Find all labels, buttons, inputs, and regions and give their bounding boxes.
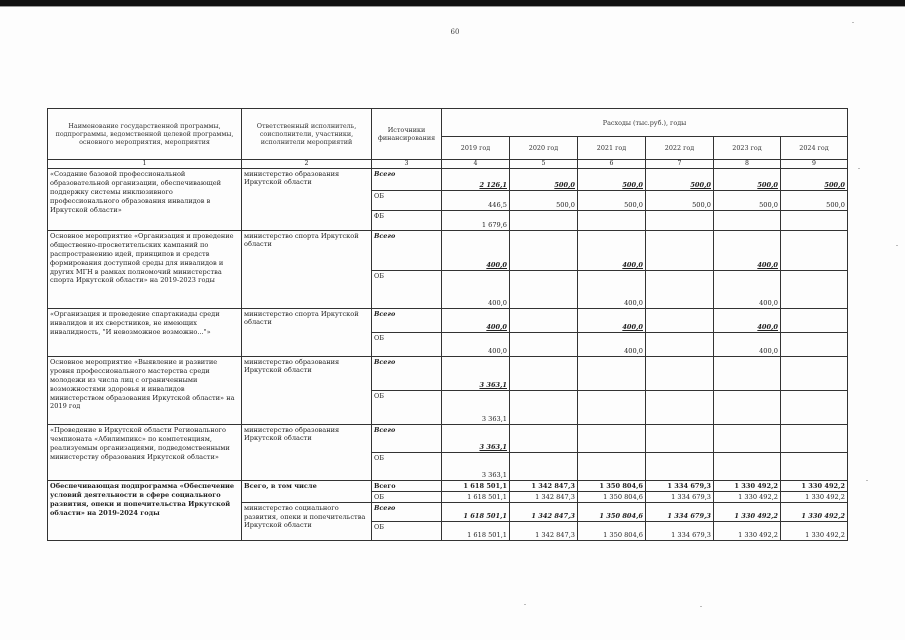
amount-cell — [646, 231, 714, 271]
amount-cell — [781, 309, 848, 333]
amount-cell: 500,0 — [781, 169, 848, 191]
executor: министерство спорта Иркутской области — [242, 231, 372, 309]
table-row — [48, 169, 848, 191]
amount-cell: 3 363,1 — [442, 425, 510, 453]
page-number: 60 — [450, 28, 460, 36]
amount-cell — [510, 231, 578, 271]
amount-cell: 2 126,1 — [442, 169, 510, 191]
header-program: Наименование государственной программы, подпрограммы, ведомственной целевой программы, основного мероприятия, мероприятия — [48, 109, 242, 160]
amount-cell — [510, 453, 578, 481]
executor: министерство спорта Иркутской области — [242, 309, 372, 357]
executor: министерство образования Иркутской области — [242, 169, 372, 231]
source-name: ОБ — [372, 492, 442, 503]
budget-table — [47, 108, 848, 541]
amount-cell: 400,0 — [578, 231, 646, 271]
amount-cell — [510, 271, 578, 309]
amount-cell: 1 350 804,6 — [578, 492, 646, 503]
amount-cell: 1 618 501,1 — [442, 522, 510, 541]
amount-cell: 1 330 492,2 — [781, 481, 848, 492]
source-name: ОБ — [372, 391, 442, 425]
amount-cell: 1 342 847,3 — [510, 503, 578, 522]
amount-cell — [578, 211, 646, 231]
scan-speck — [700, 606, 702, 607]
program-title: Обеспечивающая подпрограмма «Обеспечение условий деятельности в сфере социального развития, опеки и попечительства Иркутской области» на 2019-2024 годы — [48, 481, 242, 541]
program-title: Основное мероприятие «Выявление и развитие уровня профессионального мастерства среди молодежи из числа лиц с ограниченными возможностями здоровья и инвалидов министерством образования Иркутской области» на 2019 год — [48, 357, 242, 425]
amount-cell: 1 330 492,2 — [714, 522, 781, 541]
amount-cell — [646, 271, 714, 309]
source-name: Всего — [372, 503, 442, 522]
source-name: ОБ — [372, 333, 442, 357]
amount-cell: 1 350 804,6 — [578, 522, 646, 541]
header-year: 2019 год — [442, 137, 510, 160]
amount-cell: 500,0 — [781, 191, 848, 211]
source-name: Всего — [372, 169, 442, 191]
amount-cell: 1 350 804,6 — [578, 481, 646, 492]
amount-cell — [510, 211, 578, 231]
scan-speck — [866, 480, 868, 481]
header-year: 2020 год — [510, 137, 578, 160]
amount-cell — [781, 391, 848, 425]
table-row — [48, 309, 848, 333]
column-number: 5 — [510, 160, 578, 169]
source-name: Всего — [372, 231, 442, 271]
amount-cell — [510, 357, 578, 391]
scan-speck — [852, 22, 854, 23]
amount-cell: 1 334 679,3 — [646, 522, 714, 541]
column-number: 6 — [578, 160, 646, 169]
source-name: ОБ — [372, 522, 442, 541]
header-year: 2022 год — [646, 137, 714, 160]
amount-cell — [714, 453, 781, 481]
amount-cell: 1 334 679,3 — [646, 503, 714, 522]
executor-total: Всего, в том числе — [242, 481, 372, 503]
amount-cell: 400,0 — [442, 309, 510, 333]
amount-cell: 3 363,1 — [442, 391, 510, 425]
header-year: 2024 год — [781, 137, 848, 160]
column-number: 9 — [781, 160, 848, 169]
amount-cell — [781, 453, 848, 481]
scan-speck — [896, 245, 898, 246]
scan-line — [0, 6, 905, 7]
amount-cell: 400,0 — [714, 231, 781, 271]
amount-cell: 1 618 501,1 — [442, 492, 510, 503]
source-name: ОБ — [372, 453, 442, 481]
table-row — [48, 357, 848, 391]
scan-speck — [524, 604, 526, 605]
amount-cell — [781, 333, 848, 357]
amount-cell: 1 330 492,2 — [714, 492, 781, 503]
amount-cell: 500,0 — [578, 191, 646, 211]
source-name: Всего — [372, 309, 442, 333]
amount-cell — [578, 453, 646, 481]
amount-cell — [510, 425, 578, 453]
program-title: «Организация и проведение спартакиады среди инвалидов и их сверстников, не имеющих инвалидность, "И невозможное возможно..."» — [48, 309, 242, 357]
amount-cell: 500,0 — [510, 191, 578, 211]
source-name: ОБ — [372, 271, 442, 309]
amount-cell: 1 334 679,3 — [646, 481, 714, 492]
amount-cell: 500,0 — [510, 169, 578, 191]
amount-cell: 3 363,1 — [442, 453, 510, 481]
amount-cell: 500,0 — [646, 169, 714, 191]
amount-cell — [646, 333, 714, 357]
amount-cell: 3 363,1 — [442, 357, 510, 391]
amount-cell — [781, 231, 848, 271]
amount-cell: 500,0 — [646, 191, 714, 211]
scan-speck — [858, 168, 860, 169]
header-year: 2023 год — [714, 137, 781, 160]
amount-cell — [646, 453, 714, 481]
program-title: «Создание базовой профессиональной образовательной организации, обеспечивающей поддержку системы инклюзивного профессионального образования инвалидов в Иркутской области» — [48, 169, 242, 231]
amount-cell — [646, 425, 714, 453]
amount-cell: 400,0 — [442, 333, 510, 357]
amount-cell: 400,0 — [714, 271, 781, 309]
header-executor: Ответственный исполнитель, соисполнители, участники, исполнители мероприятий — [242, 109, 372, 160]
amount-cell: 446,5 — [442, 191, 510, 211]
column-number: 7 — [646, 160, 714, 169]
column-number: 4 — [442, 160, 510, 169]
amount-cell: 400,0 — [442, 271, 510, 309]
amount-cell — [646, 357, 714, 391]
source-name: Всего — [372, 481, 442, 492]
amount-cell — [646, 211, 714, 231]
source-name: ОБ — [372, 191, 442, 211]
amount-cell: 1 679,6 — [442, 211, 510, 231]
amount-cell — [578, 425, 646, 453]
amount-cell: 400,0 — [578, 309, 646, 333]
amount-cell — [510, 333, 578, 357]
amount-cell — [578, 357, 646, 391]
header-source: Источники финансирования — [372, 109, 442, 160]
table-row — [48, 425, 848, 453]
amount-cell: 1 330 492,2 — [781, 503, 848, 522]
column-number: 8 — [714, 160, 781, 169]
amount-cell: 400,0 — [442, 231, 510, 271]
source-name: Всего — [372, 357, 442, 391]
table-row — [48, 481, 848, 492]
header-expenses: Расходы (тыс.руб.), годы — [442, 109, 848, 137]
amount-cell — [781, 211, 848, 231]
amount-cell — [781, 425, 848, 453]
amount-cell: 400,0 — [578, 271, 646, 309]
amount-cell: 500,0 — [714, 169, 781, 191]
amount-cell: 500,0 — [714, 191, 781, 211]
column-number: 2 — [242, 160, 372, 169]
amount-cell: 1 342 847,3 — [510, 481, 578, 492]
amount-cell — [781, 271, 848, 309]
amount-cell: 400,0 — [578, 333, 646, 357]
amount-cell: 1 330 492,2 — [781, 522, 848, 541]
amount-cell — [510, 391, 578, 425]
amount-cell — [578, 391, 646, 425]
amount-cell — [646, 309, 714, 333]
amount-cell — [510, 309, 578, 333]
amount-cell — [781, 357, 848, 391]
amount-cell: 400,0 — [714, 333, 781, 357]
amount-cell: 1 342 847,3 — [510, 492, 578, 503]
amount-cell: 1 330 492,2 — [781, 492, 848, 503]
column-number: 1 — [48, 160, 242, 169]
table-row — [48, 231, 848, 271]
executor: министерство образования Иркутской области — [242, 357, 372, 425]
amount-cell — [714, 391, 781, 425]
amount-cell: 500,0 — [578, 169, 646, 191]
amount-cell: 1 350 804,6 — [578, 503, 646, 522]
column-number: 3 — [372, 160, 442, 169]
source-name: ФБ — [372, 211, 442, 231]
executor: министерство социального развития, опеки и попечительства Иркутской области — [242, 503, 372, 541]
amount-cell — [714, 211, 781, 231]
amount-cell: 1 330 492,2 — [714, 481, 781, 492]
header-year: 2021 год — [578, 137, 646, 160]
program-title: «Проведение в Иркутской области Регионального чемпионата «Абилимпикс» по компетенциям, реализуемым организациями, подведомственными министерству образования Иркутской области» — [48, 425, 242, 481]
amount-cell: 1 330 492,2 — [714, 503, 781, 522]
executor: министерство образования Иркутской области — [242, 425, 372, 481]
amount-cell: 1 618 501,1 — [442, 503, 510, 522]
program-title: Основное мероприятие «Организация и проведение общественно-просветительских кампаний по распространению идей, принципов и средств формирования доступной среды для инвалидов и других МГН в рамках полномочий министерства спорта Иркутской области» на 2019-2023 годы — [48, 231, 242, 309]
amount-cell — [714, 425, 781, 453]
amount-cell — [714, 357, 781, 391]
amount-cell: 1 342 847,3 — [510, 522, 578, 541]
amount-cell: 1 618 501,1 — [442, 481, 510, 492]
amount-cell: 1 334 679,3 — [646, 492, 714, 503]
amount-cell — [646, 391, 714, 425]
amount-cell: 400,0 — [714, 309, 781, 333]
source-name: Всего — [372, 425, 442, 453]
